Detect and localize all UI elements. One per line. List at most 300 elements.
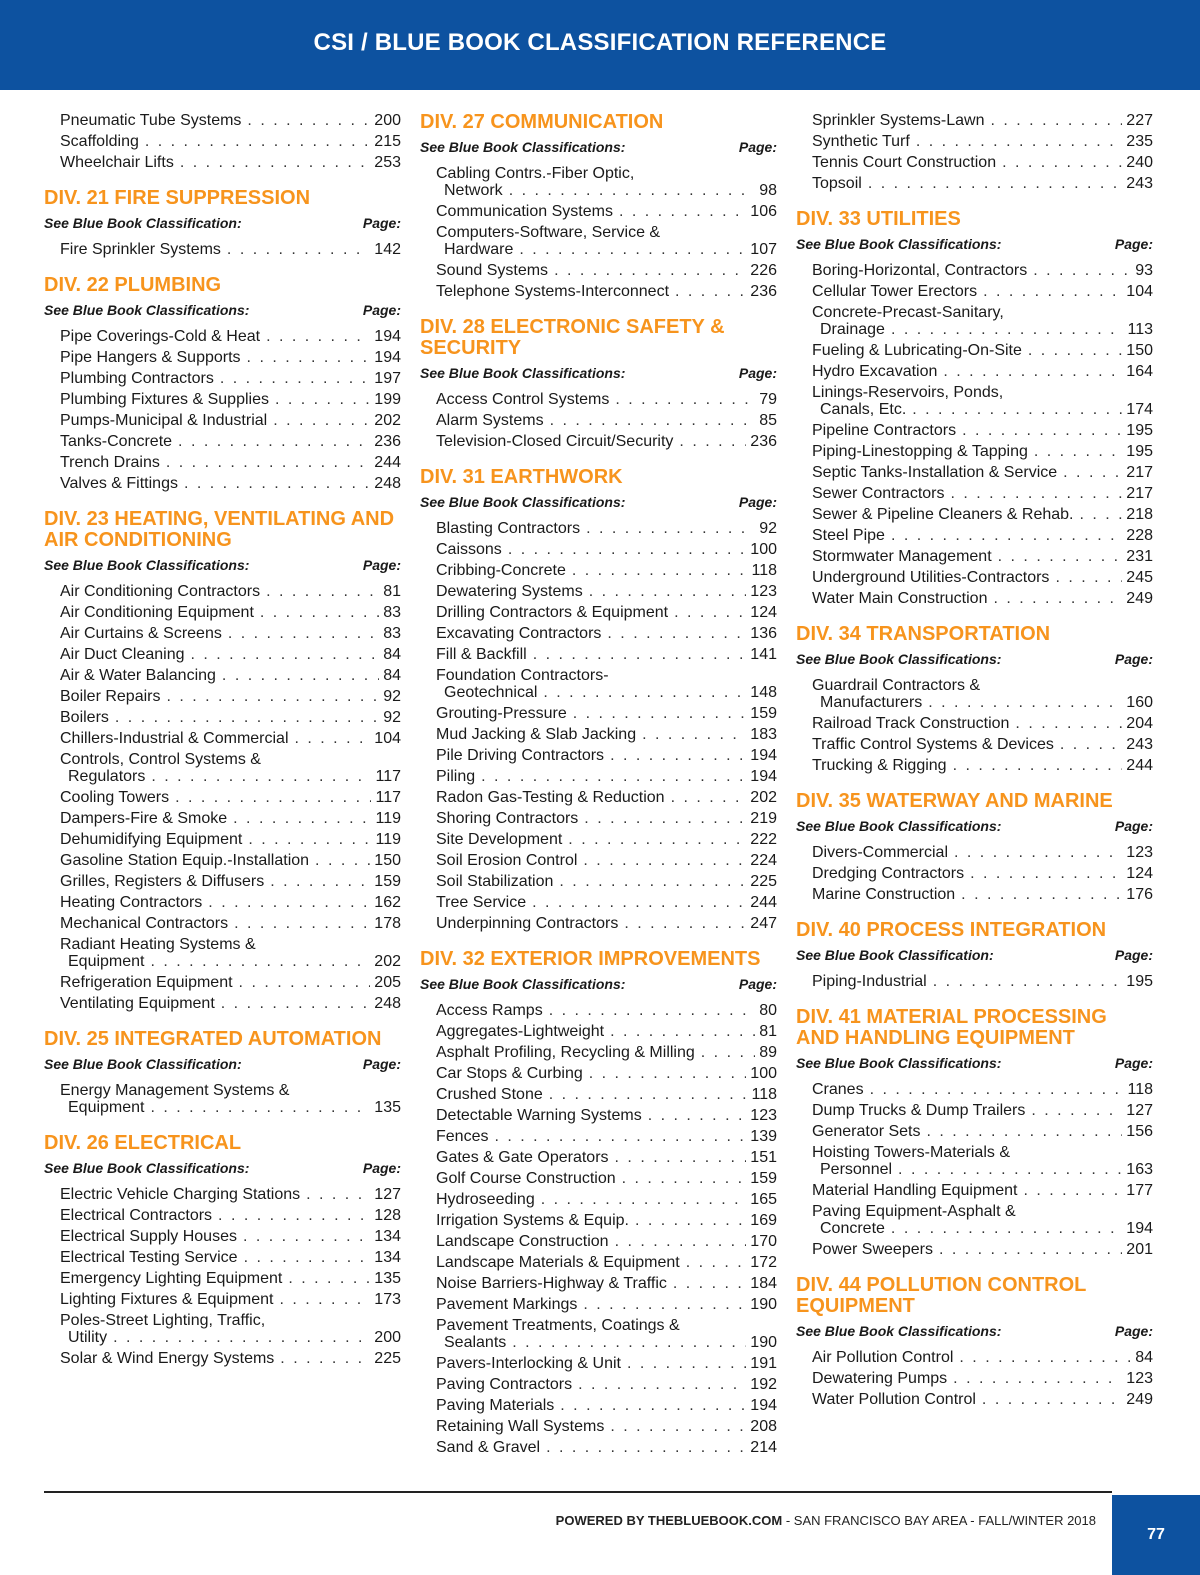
entry-page-number: 89	[759, 1044, 777, 1061]
dot-leader	[269, 391, 370, 408]
entry-name: Tree Service	[436, 894, 527, 911]
entry-line	[436, 203, 777, 220]
dot-leader	[503, 182, 756, 199]
classification-entry	[420, 1084, 777, 1105]
entry-line	[436, 684, 777, 701]
subhead-label: See Blue Book Classifications:	[420, 976, 626, 992]
entry-line	[812, 485, 1153, 502]
entry-name: Electrical Testing Service	[60, 1249, 238, 1266]
entry-page-number: 245	[1126, 569, 1153, 586]
dot-leader	[107, 1329, 370, 1346]
entry-line	[60, 936, 401, 953]
classification-entry	[796, 1347, 1153, 1368]
entry-name: Dump Trucks & Dump Trailers	[812, 1102, 1026, 1119]
classification-subhead	[44, 1160, 401, 1176]
classification-subhead	[44, 215, 401, 231]
entry-page-number: 118	[751, 562, 777, 579]
entry-name: Sealants	[444, 1334, 507, 1351]
entry-page-number: 150	[374, 852, 401, 869]
classification-entry	[44, 707, 401, 728]
entry-line	[436, 241, 777, 258]
classification-entry	[420, 871, 777, 892]
entry-page-number: 217	[1126, 464, 1153, 481]
entry-page-number: 249	[1126, 1391, 1153, 1408]
entry-name: Detectable Warning Systems	[436, 1107, 642, 1124]
entry-line	[60, 1207, 401, 1224]
classification-entry	[420, 581, 777, 602]
division-title: DIV. 33 UTILITIES	[796, 208, 961, 230]
entry-line	[812, 590, 1153, 607]
classification-entry	[44, 239, 401, 260]
division-title: DIV. 28 ELECTRONIC SAFETY & SECURITY	[420, 316, 725, 359]
dot-leader	[977, 283, 1122, 300]
entry-page-number: 177	[1126, 1182, 1153, 1199]
entry-name: Poles-Street Lighting, Traffic,	[60, 1312, 266, 1329]
entry-line	[812, 1102, 1153, 1119]
entry-line	[436, 412, 777, 429]
entry-name: Piling	[436, 768, 476, 785]
entry-name: Equipment	[68, 1099, 145, 1116]
entry-line	[436, 726, 777, 743]
entry-name: Television-Closed Circuit/Security	[436, 433, 674, 450]
entry-line	[436, 1233, 777, 1250]
entry-name: Piping-Industrial	[812, 973, 927, 990]
entry-page-number: 244	[750, 894, 777, 911]
entry-line	[812, 715, 1153, 732]
entry-page-number: 127	[1126, 1102, 1153, 1119]
entry-line	[60, 133, 401, 150]
classification-entry	[44, 829, 401, 850]
entry-page-number: 201	[1126, 1241, 1153, 1258]
classification-entry	[796, 1180, 1153, 1201]
dot-leader	[580, 520, 755, 537]
entry-name: Guardrail Contractors &	[812, 677, 981, 694]
page-column-label: Page:	[1114, 651, 1153, 667]
entry-line	[812, 304, 1153, 321]
entry-name: Lighting Fixtures & Equipment	[60, 1291, 274, 1308]
entry-page-number: 194	[750, 1397, 777, 1414]
entry-line	[60, 412, 401, 429]
entry-name: Dewatering Pumps	[812, 1370, 948, 1387]
classification-entry	[44, 431, 401, 452]
entry-line	[60, 789, 401, 806]
division-section	[44, 188, 401, 260]
entry-line	[436, 224, 777, 241]
dot-leader	[237, 1228, 370, 1245]
entry-page-number: 205	[374, 974, 401, 991]
dot-leader	[260, 328, 370, 345]
dot-leader	[667, 1275, 746, 1292]
classification-entry	[796, 173, 1153, 194]
classification-entry	[44, 602, 401, 623]
entry-name: Fueling & Lubricating-On-Site	[812, 342, 1022, 359]
footer-brand[interactable]: POWERED BY THEBLUEBOOK.COM	[555, 1513, 783, 1528]
entry-line	[436, 1044, 777, 1061]
entry-page-number: 159	[750, 1170, 777, 1187]
dot-leader	[885, 321, 1124, 338]
entry-name: Mud Jacking & Slab Jacking	[436, 726, 637, 743]
dot-leader	[577, 852, 746, 869]
entry-name: Air Pollution Control	[812, 1349, 954, 1366]
entry-page-number: 202	[374, 953, 401, 970]
division-section	[796, 209, 1153, 609]
entry-page-number: 148	[750, 684, 777, 701]
entry-name: Regulators	[68, 768, 146, 785]
entry-line	[436, 520, 777, 537]
entry-page-number: 174	[1126, 401, 1153, 418]
classification-entry	[420, 560, 777, 581]
entry-name: Foundation Contractors-	[436, 667, 609, 684]
subhead-label: See Blue Book Classification:	[44, 1056, 242, 1072]
entry-name: Computers-Software, Service &	[436, 224, 661, 241]
classification-entry	[44, 686, 401, 707]
entry-line	[812, 757, 1153, 774]
classification-entry	[420, 539, 777, 560]
entry-name: Marine Construction	[812, 886, 956, 903]
entry-name: Pavement Markings	[436, 1296, 578, 1313]
classification-entry	[420, 644, 777, 665]
classification-entry	[44, 1205, 401, 1226]
entry-name: Paving Contractors	[436, 1376, 573, 1393]
entry-name: Irrigation Systems & Equip.	[436, 1212, 629, 1229]
entry-page-number: 200	[374, 112, 401, 129]
division-title: DIV. 41 MATERIAL PROCESSING AND HANDLING EQUIPMENT	[796, 1006, 1107, 1049]
dot-leader	[535, 1191, 747, 1208]
classification-entry	[796, 281, 1153, 302]
classification-entry	[420, 260, 777, 281]
page-column-label: Page:	[1114, 1055, 1153, 1071]
dot-leader	[554, 1397, 746, 1414]
division-title: DIV. 35 WATERWAY AND MARINE	[796, 790, 1113, 812]
division-title: DIV. 23 HEATING, VENTILATING AND AIR CONDITIONING	[44, 508, 395, 551]
classification-entry	[44, 749, 401, 787]
classification-entry	[420, 1168, 777, 1189]
entry-line	[436, 433, 777, 450]
subhead-label: See Blue Book Classifications:	[796, 236, 1002, 252]
classification-entry	[796, 462, 1153, 483]
entry-page-number: 226	[750, 262, 777, 279]
dot-leader	[695, 1044, 755, 1061]
entry-line	[60, 1186, 401, 1203]
entry-page-number: 83	[383, 625, 401, 642]
entry-name: Electrical Supply Houses	[60, 1228, 237, 1245]
classification-entry	[796, 1368, 1153, 1389]
entry-line	[60, 709, 401, 726]
classification-entry	[796, 1389, 1153, 1410]
classification-entry	[796, 525, 1153, 546]
entry-line	[812, 1241, 1153, 1258]
entry-page-number: 194	[374, 328, 401, 345]
entry-page-number: 85	[759, 412, 777, 429]
entry-name: Controls, Control Systems &	[60, 751, 261, 768]
page-column-label: Page:	[362, 302, 401, 318]
entry-name: Water Main Construction	[812, 590, 988, 607]
dot-leader	[864, 1081, 1124, 1098]
classification-entry	[796, 1239, 1153, 1260]
dot-leader	[964, 865, 1122, 882]
classification-entry	[420, 1000, 777, 1021]
classification-entry	[420, 1231, 777, 1252]
entry-name: Golf Course Construction	[436, 1170, 616, 1187]
entry-page-number: 200	[374, 1329, 401, 1346]
entry-name: Dredging Contractors	[812, 865, 965, 882]
dot-leader	[548, 262, 746, 279]
entry-line	[436, 1355, 777, 1372]
footer-credit	[0, 1513, 1096, 1528]
entry-line	[60, 873, 401, 890]
entry-line	[812, 175, 1153, 192]
entry-page-number: 248	[374, 995, 401, 1012]
entry-page-number: 159	[750, 705, 777, 722]
classification-entry	[420, 703, 777, 724]
subhead-label: See Blue Book Classification:	[796, 947, 994, 963]
entry-line	[812, 1391, 1153, 1408]
classification-entry	[796, 755, 1153, 776]
classification-entry	[420, 1210, 777, 1231]
entry-name: Trench Drains	[60, 454, 160, 471]
subhead-label: See Blue Book Classifications:	[796, 1055, 1002, 1071]
entry-name: Cabling Contrs.-Fiber Optic,	[436, 165, 635, 182]
entry-page-number: 92	[383, 709, 401, 726]
entry-name: Septic Tanks-Installation & Service	[812, 464, 1058, 481]
entry-page-number: 160	[1126, 694, 1153, 711]
entry-line	[436, 1334, 777, 1351]
entry-page-number: 194	[374, 349, 401, 366]
classification-entry	[44, 1310, 401, 1348]
entry-line	[60, 454, 401, 471]
entry-page-number: 227	[1126, 112, 1153, 129]
entry-page-number: 228	[1126, 527, 1153, 544]
footer-divider	[44, 1491, 1112, 1493]
entry-line	[60, 1312, 401, 1329]
dot-leader	[933, 1241, 1122, 1258]
entry-page-number: 136	[750, 625, 777, 642]
classification-subhead	[796, 1323, 1153, 1339]
entry-line	[436, 625, 777, 642]
entry-name: Access Control Systems	[436, 391, 610, 408]
entry-page-number: 124	[1126, 865, 1153, 882]
entry-page-number: 178	[374, 915, 401, 932]
dot-leader	[885, 1220, 1122, 1237]
classification-entry	[420, 1126, 777, 1147]
dot-leader	[985, 112, 1123, 129]
dot-leader	[527, 646, 747, 663]
entry-line	[60, 995, 401, 1012]
entry-line	[436, 789, 777, 806]
entry-line	[60, 154, 401, 171]
entry-line	[436, 1128, 777, 1145]
entry-page-number: 214	[750, 1439, 777, 1456]
entry-line	[812, 527, 1153, 544]
division-section	[44, 110, 401, 173]
classification-entry	[796, 1201, 1153, 1239]
entry-line	[60, 625, 401, 642]
dot-leader	[216, 667, 379, 684]
dot-leader	[629, 1212, 746, 1229]
division-section	[796, 1275, 1153, 1410]
dot-leader	[976, 1391, 1122, 1408]
classification-entry	[44, 623, 401, 644]
subhead-label: See Blue Book Classifications:	[44, 557, 250, 573]
classification-entry	[420, 1252, 777, 1273]
dot-leader	[227, 810, 371, 827]
dot-leader	[1028, 443, 1122, 460]
classification-subhead	[420, 139, 777, 155]
entry-page-number: 104	[1126, 283, 1153, 300]
entry-name: Sand & Gravel	[436, 1439, 541, 1456]
entry-page-number: 100	[750, 1065, 777, 1082]
entry-name: Site Development	[436, 831, 563, 848]
entry-page-number: 236	[750, 433, 777, 450]
entry-page-number: 135	[374, 1099, 401, 1116]
dot-leader	[160, 688, 379, 705]
classification-entry	[420, 787, 777, 808]
dot-leader	[669, 283, 746, 300]
entry-line	[812, 694, 1153, 711]
entry-line	[812, 1081, 1153, 1098]
classification-entry	[420, 389, 777, 410]
classification-subhead	[796, 818, 1153, 834]
classification-entry	[44, 110, 401, 131]
dot-leader	[910, 133, 1122, 150]
dot-leader	[953, 1349, 1131, 1366]
division-title: DIV. 44 POLLUTION CONTROL EQUIPMENT	[796, 1274, 1087, 1317]
dot-leader	[537, 684, 746, 701]
classification-entry	[420, 1042, 777, 1063]
entry-line	[436, 562, 777, 579]
division-title: DIV. 26 ELECTRICAL	[44, 1132, 242, 1154]
entry-name: Cooling Towers	[60, 789, 170, 806]
entry-name: Concrete	[820, 1220, 885, 1237]
classification-entry	[796, 734, 1153, 755]
entry-line	[436, 262, 777, 279]
dot-leader	[178, 475, 370, 492]
classification-entry	[420, 850, 777, 871]
entry-page-number: 84	[1135, 1349, 1153, 1366]
dot-leader	[274, 1350, 370, 1367]
entry-line	[436, 915, 777, 932]
classification-entry	[44, 728, 401, 749]
entry-page-number: 156	[1126, 1123, 1153, 1140]
division-title: DIV. 25 INTEGRATED AUTOMATION	[44, 1028, 382, 1050]
dot-leader	[264, 873, 370, 890]
entry-page-number: 173	[374, 1291, 401, 1308]
division-section	[796, 791, 1153, 905]
dot-leader	[927, 973, 1123, 990]
entry-line	[812, 464, 1153, 481]
entry-line	[60, 1291, 401, 1308]
entry-name: Trucking & Rigging	[812, 757, 947, 774]
entry-name: Underground Utilities-Contractors	[812, 569, 1050, 586]
dot-leader	[238, 1249, 371, 1266]
entry-page-number: 204	[1126, 715, 1153, 732]
dot-leader	[222, 625, 379, 642]
classification-entry	[44, 152, 401, 173]
classification-entry	[420, 1147, 777, 1168]
entry-line	[436, 1296, 777, 1313]
entry-name: Excavating Contractors	[436, 625, 602, 642]
entry-name: Utility	[68, 1329, 108, 1346]
classification-entry	[44, 892, 401, 913]
classification-entry	[420, 913, 777, 934]
division-title: DIV. 27 COMMUNICATION	[420, 111, 664, 133]
classification-entry	[796, 260, 1153, 281]
dot-leader	[668, 604, 746, 621]
entry-line	[60, 349, 401, 366]
column-3	[796, 110, 1153, 1425]
entry-name: Noise Barriers-Highway & Traffic	[436, 1275, 667, 1292]
entry-page-number: 236	[750, 283, 777, 300]
classification-subhead	[44, 1056, 401, 1072]
entry-name: Telephone Systems-Interconnect	[436, 283, 670, 300]
entry-page-number: 118	[1127, 1081, 1153, 1098]
dot-leader	[214, 370, 370, 387]
classification-entry	[44, 581, 401, 602]
entry-line	[436, 165, 777, 182]
entry-page-number: 118	[751, 1086, 777, 1103]
entry-page-number: 218	[1126, 506, 1153, 523]
entry-line	[812, 1203, 1153, 1220]
entry-line	[60, 112, 401, 129]
entry-name: Alarm Systems	[436, 412, 544, 429]
entry-page-number: 249	[1126, 590, 1153, 607]
subhead-label: See Blue Book Classification:	[44, 215, 242, 231]
entry-page-number: 195	[1126, 443, 1153, 460]
dot-leader	[613, 203, 746, 220]
entry-name: Synthetic Turf	[812, 133, 910, 150]
dot-leader	[145, 1099, 371, 1116]
entry-name: Air & Water Balancing	[60, 667, 216, 684]
entry-line	[60, 1249, 401, 1266]
classification-entry	[420, 1437, 777, 1458]
dot-leader	[601, 625, 746, 642]
classification-entry	[796, 863, 1153, 884]
footer-edition: - SAN FRANCISCO BAY AREA - FALL/WINTER 2018	[782, 1513, 1096, 1528]
entry-line	[60, 894, 401, 911]
entry-page-number: 150	[1126, 342, 1153, 359]
dot-leader	[221, 241, 370, 258]
entry-line	[60, 1082, 401, 1099]
classification-entry	[796, 1100, 1153, 1121]
entry-line	[812, 112, 1153, 129]
entry-page-number: 243	[1126, 175, 1153, 192]
division-section	[796, 624, 1153, 776]
entry-name: Cellular Tower Erectors	[812, 283, 978, 300]
entry-name: Cranes	[812, 1081, 864, 1098]
entry-name: Retaining Wall Systems	[436, 1418, 605, 1435]
entry-page-number: 225	[750, 873, 777, 890]
entry-page-number: 93	[1135, 262, 1153, 279]
entry-line	[436, 646, 777, 663]
dot-leader	[992, 548, 1123, 565]
entry-name: Landscape Construction	[436, 1233, 609, 1250]
entry-name: Pile Driving Contractors	[436, 747, 605, 764]
dot-leader	[1057, 464, 1122, 481]
entry-page-number: 119	[375, 831, 401, 848]
entry-line	[436, 1002, 777, 1019]
entry-line	[60, 1350, 401, 1367]
dot-leader	[636, 726, 746, 743]
dot-leader	[609, 1149, 747, 1166]
page-column-label: Page:	[738, 976, 777, 992]
dot-leader	[609, 1233, 747, 1250]
classification-entry	[44, 972, 401, 993]
entry-line	[812, 262, 1153, 279]
entry-page-number: 217	[1126, 485, 1153, 502]
entry-name: Material Handling Equipment	[812, 1182, 1018, 1199]
entry-name: Fill & Backfill	[436, 646, 527, 663]
entry-line	[60, 688, 401, 705]
